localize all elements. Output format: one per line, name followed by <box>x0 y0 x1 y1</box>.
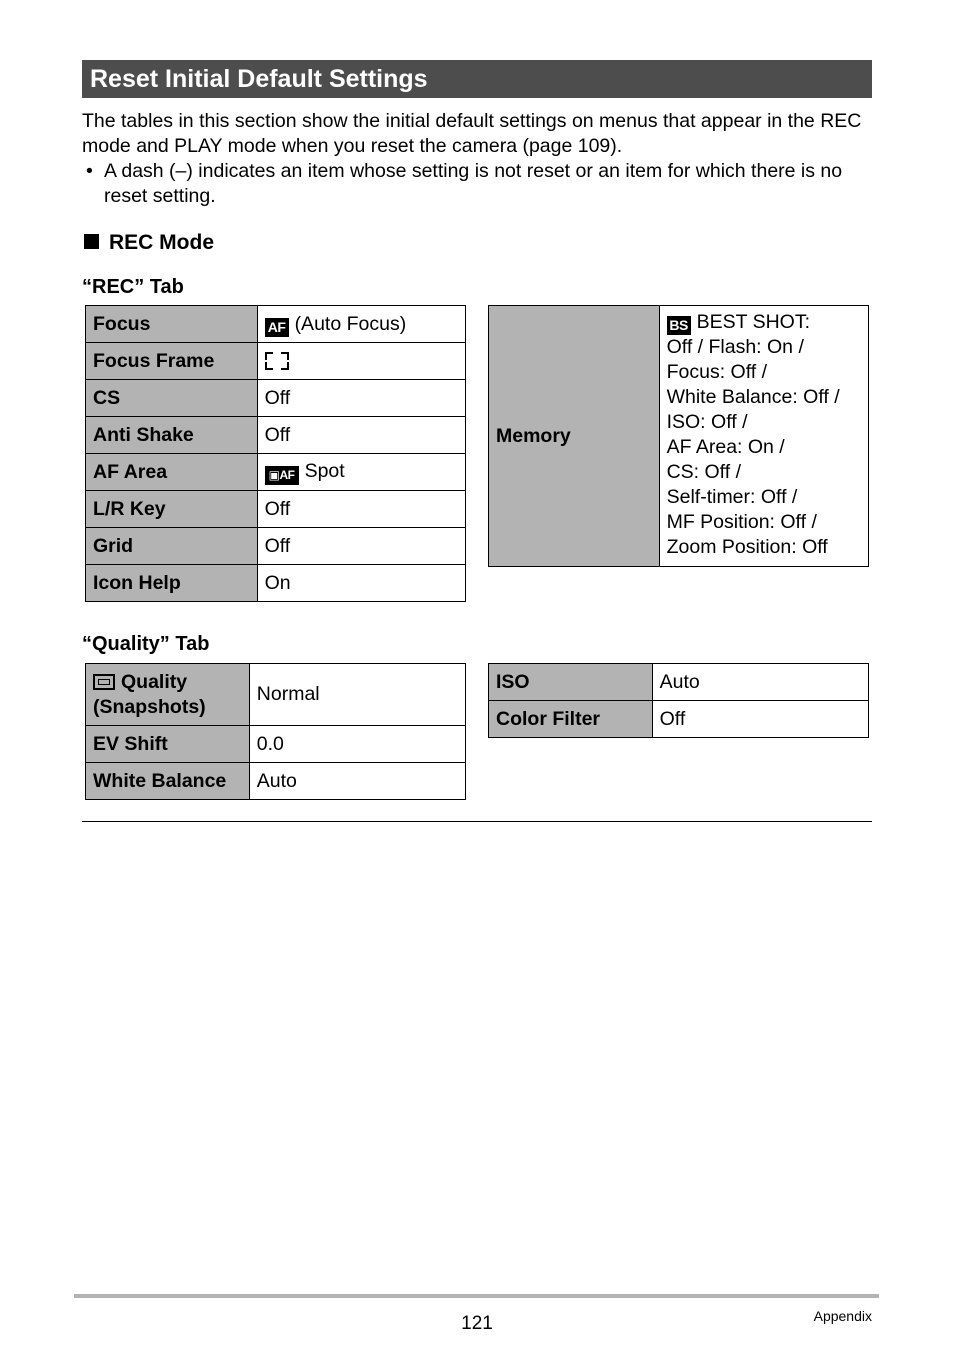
rec-tab-label: “REC” Tab <box>82 276 184 298</box>
setting-value: Off <box>652 701 868 738</box>
table-row <box>86 491 466 528</box>
setting-value: Off <box>257 417 465 454</box>
memory-line: MF Position: Off / <box>666 511 817 533</box>
setting-name: CS <box>86 380 258 417</box>
setting-value: On <box>257 565 465 602</box>
setting-value: Off <box>257 528 465 565</box>
page-number: 121 <box>461 1313 493 1334</box>
section-heading <box>82 230 214 256</box>
table-row <box>489 701 869 738</box>
table-row <box>86 306 466 343</box>
setting-value: Off <box>257 380 465 417</box>
quality-tab-label: “Quality” Tab <box>82 633 210 655</box>
spot-af-icon: ▣AF <box>265 466 299 485</box>
quality-tab-table-left <box>85 663 466 800</box>
square-bullet-icon <box>84 234 99 249</box>
setting-name: Focus Frame <box>86 343 258 380</box>
memory-line: Focus: Off / <box>666 361 768 383</box>
setting-name: L/R Key <box>86 491 258 528</box>
auto-focus-icon: AF <box>265 318 289 337</box>
quality-tab-table-right <box>488 663 869 738</box>
table-row <box>86 380 466 417</box>
memory-line: Off / Flash: On / <box>666 336 804 358</box>
table-row <box>86 726 466 763</box>
memory-line: AF Area: On / <box>666 436 785 458</box>
memory-line: ISO: Off / <box>666 411 748 433</box>
rec-tab-table-memory <box>488 305 869 567</box>
footer-section-label: Appendix <box>813 1308 872 1324</box>
page-title: Reset Initial Default Settings <box>82 60 872 98</box>
note-text: A dash (–) indicates an item whose setting is not reset or an item for which there is no reset setting. <box>104 160 843 207</box>
table-row <box>86 528 466 565</box>
bullet-dot: • <box>86 160 93 182</box>
setting-name: Anti Shake <box>86 417 258 454</box>
setting-name: Color Filter <box>489 701 653 738</box>
section-heading-text: REC Mode <box>109 231 214 254</box>
focus-frame-icon <box>265 352 289 370</box>
best-shot-icon: BS <box>667 316 691 335</box>
setting-name: Quality (Snapshots) <box>86 664 250 726</box>
rec-tab-table-left <box>85 305 466 602</box>
table-row <box>86 565 466 602</box>
footer-rule <box>74 1294 879 1298</box>
memory-line: White Balance: Off / <box>666 386 840 408</box>
table-row <box>489 664 869 701</box>
memory-line: CS: Off / <box>666 461 742 483</box>
setting-name: White Balance <box>86 763 250 800</box>
memory-line: Zoom Position: Off <box>666 536 828 558</box>
setting-value: ▣AF Spot <box>257 454 465 491</box>
setting-name: Grid <box>86 528 258 565</box>
setting-name: AF Area <box>86 454 258 491</box>
section-divider <box>82 821 872 822</box>
memory-line: Self-timer: Off / <box>666 486 798 508</box>
quality-icon <box>93 674 115 690</box>
table-row <box>86 763 466 800</box>
setting-value: Auto <box>652 664 868 701</box>
setting-value: Normal <box>249 664 465 726</box>
setting-value: 0.0 <box>249 726 465 763</box>
setting-name: Memory <box>489 306 660 567</box>
intro-paragraph: The tables in this section show the initial default settings on menus that appear in the REC mode and PLAY mode when you reset the camera (page 109). <box>82 110 862 157</box>
setting-value <box>257 343 465 380</box>
setting-name: Icon Help <box>86 565 258 602</box>
memory-line: BS BEST SHOT: <box>667 310 861 335</box>
setting-value: Off <box>257 491 465 528</box>
table-row <box>86 417 466 454</box>
setting-name: ISO <box>489 664 653 701</box>
setting-value: AF (Auto Focus) <box>257 306 465 343</box>
table-row <box>86 664 466 726</box>
setting-value <box>659 306 868 567</box>
setting-value: Auto <box>249 763 465 800</box>
setting-name: EV Shift <box>86 726 250 763</box>
setting-name: Focus <box>86 306 258 343</box>
table-row <box>86 454 466 491</box>
table-row <box>86 343 466 380</box>
table-row <box>489 306 869 567</box>
